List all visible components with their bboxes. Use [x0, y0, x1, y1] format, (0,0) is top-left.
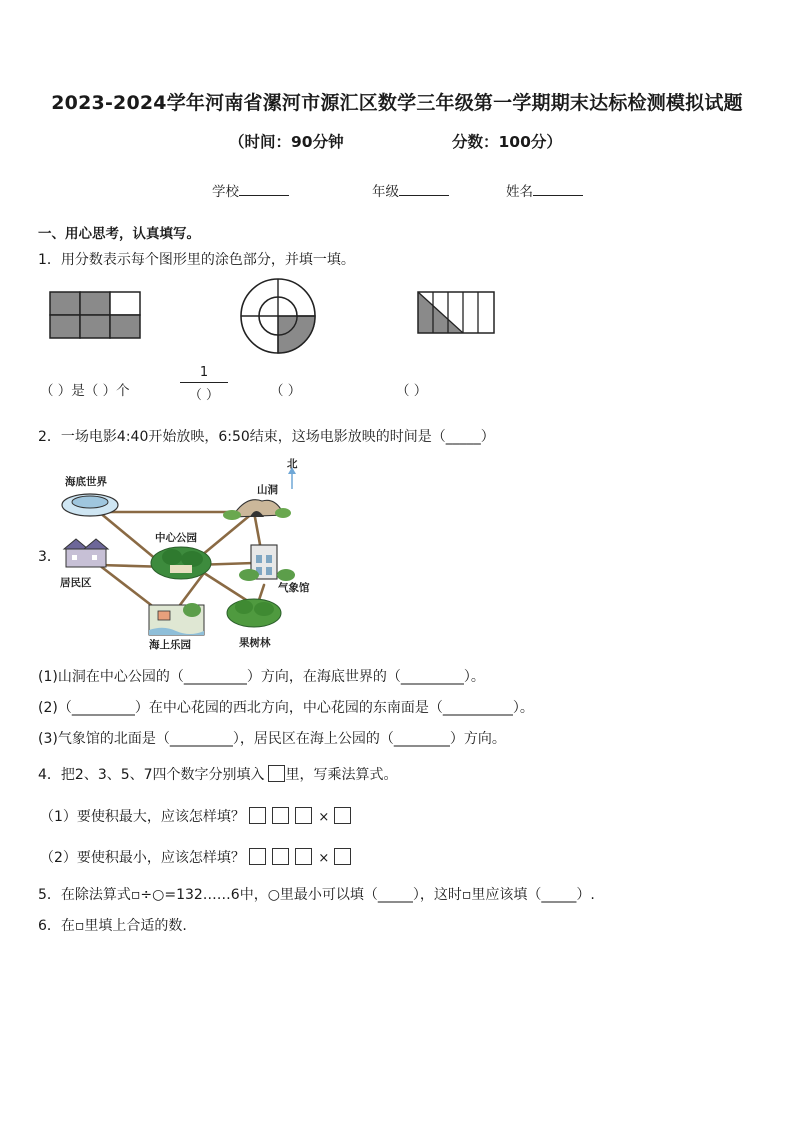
figure-strip-triangle	[417, 291, 497, 335]
park-icon	[151, 547, 211, 579]
question-6-text: 6．在▫里填上合适的数.	[38, 918, 187, 934]
grade-field	[372, 180, 449, 200]
orchard-icon	[227, 599, 281, 627]
place-sea-paradise: 海上乐园	[149, 639, 191, 651]
q4-sub2-label: （2）要使积最小，应该怎样填？	[40, 850, 245, 866]
q4-sub-2	[40, 847, 357, 867]
figure-concentric-circles	[238, 276, 318, 356]
name-field	[506, 180, 583, 200]
map-figure	[54, 455, 324, 653]
figure-rectangle-grid	[49, 291, 143, 340]
answer-box[interactable]	[295, 807, 312, 824]
page-title: 2023-2024学年河南省漯河市源汇区数学三年级第一学期期末达标检测模拟试题	[51, 92, 743, 114]
place-orchard: 果树林	[239, 637, 271, 649]
exam-score: 分数：100分）	[452, 133, 562, 151]
digit-box-icon	[268, 765, 285, 782]
north-label: 北	[287, 458, 298, 470]
q1-answer-1[interactable]: （ ）是（ ）个	[40, 383, 130, 399]
place-residential-area: 居民区	[60, 577, 92, 589]
place-cave: 山洞	[257, 484, 278, 496]
question-1-text: 1．用分数表示每个图形里的涂色部分，并填一填。	[38, 252, 355, 268]
q1-answer-2[interactable]: （ ）	[270, 383, 302, 399]
q1-answer-3[interactable]: （ ）	[396, 383, 428, 399]
answer-box[interactable]	[334, 807, 351, 824]
times-sign: ×	[318, 810, 330, 825]
place-undersea-world: 海底世界	[65, 476, 107, 488]
fraction-numerator: 1	[199, 365, 209, 380]
answer-box[interactable]	[272, 848, 289, 865]
answer-box[interactable]	[334, 848, 351, 865]
place-central-park: 中心公园	[155, 532, 197, 544]
q4-text-b: 里，写乘法算式。	[285, 767, 398, 783]
exam-time: （时间：90分钟	[229, 133, 344, 151]
school-label: 学校	[212, 184, 239, 200]
fraction-denominator[interactable]: （ ）	[180, 382, 228, 403]
answer-box[interactable]	[272, 807, 289, 824]
school-blank[interactable]	[239, 181, 289, 196]
question-3-number: 3．	[38, 549, 61, 565]
grade-blank[interactable]	[399, 181, 449, 196]
q3-sub-2: (2)（_________）在中心花园的西北方向，中心花园的东南面是（__________）。	[38, 700, 534, 716]
q4-text-a: 4．把2、3、5、7四个数字分别填入	[38, 767, 265, 783]
name-blank[interactable]	[533, 181, 583, 196]
section-heading: 一、用心思考，认真填写。	[38, 226, 200, 242]
place-weather-station: 气象馆	[278, 582, 310, 594]
school-field	[212, 180, 289, 200]
grade-label: 年级	[372, 184, 399, 200]
name-label: 姓名	[506, 184, 533, 200]
answer-box[interactable]	[249, 848, 266, 865]
q1-fraction	[180, 365, 228, 403]
q3-sub-3: (3)气象馆的北面是（_________），居民区在海上公园的（________）方向。	[38, 731, 506, 747]
q4-sub-1	[40, 806, 357, 826]
times-sign: ×	[318, 851, 330, 866]
answer-box[interactable]	[295, 848, 312, 865]
q4-sub1-label: （1）要使积最大，应该怎样填？	[40, 809, 245, 825]
answer-box[interactable]	[249, 807, 266, 824]
question-5-text: 5．在除法算式▫÷○=132……6中，○里最小可以填（_____），这时▫里应该填（_____）.	[38, 887, 595, 903]
question-4-text	[38, 764, 398, 784]
question-2-text: 2．一场电影4:40开始放映，6:50结束，这场电影放映的时间是（_____）	[38, 429, 495, 445]
q3-sub-1: (1)山洞在中心公园的（_________）方向，在海底世界的（_________）。	[38, 669, 485, 685]
